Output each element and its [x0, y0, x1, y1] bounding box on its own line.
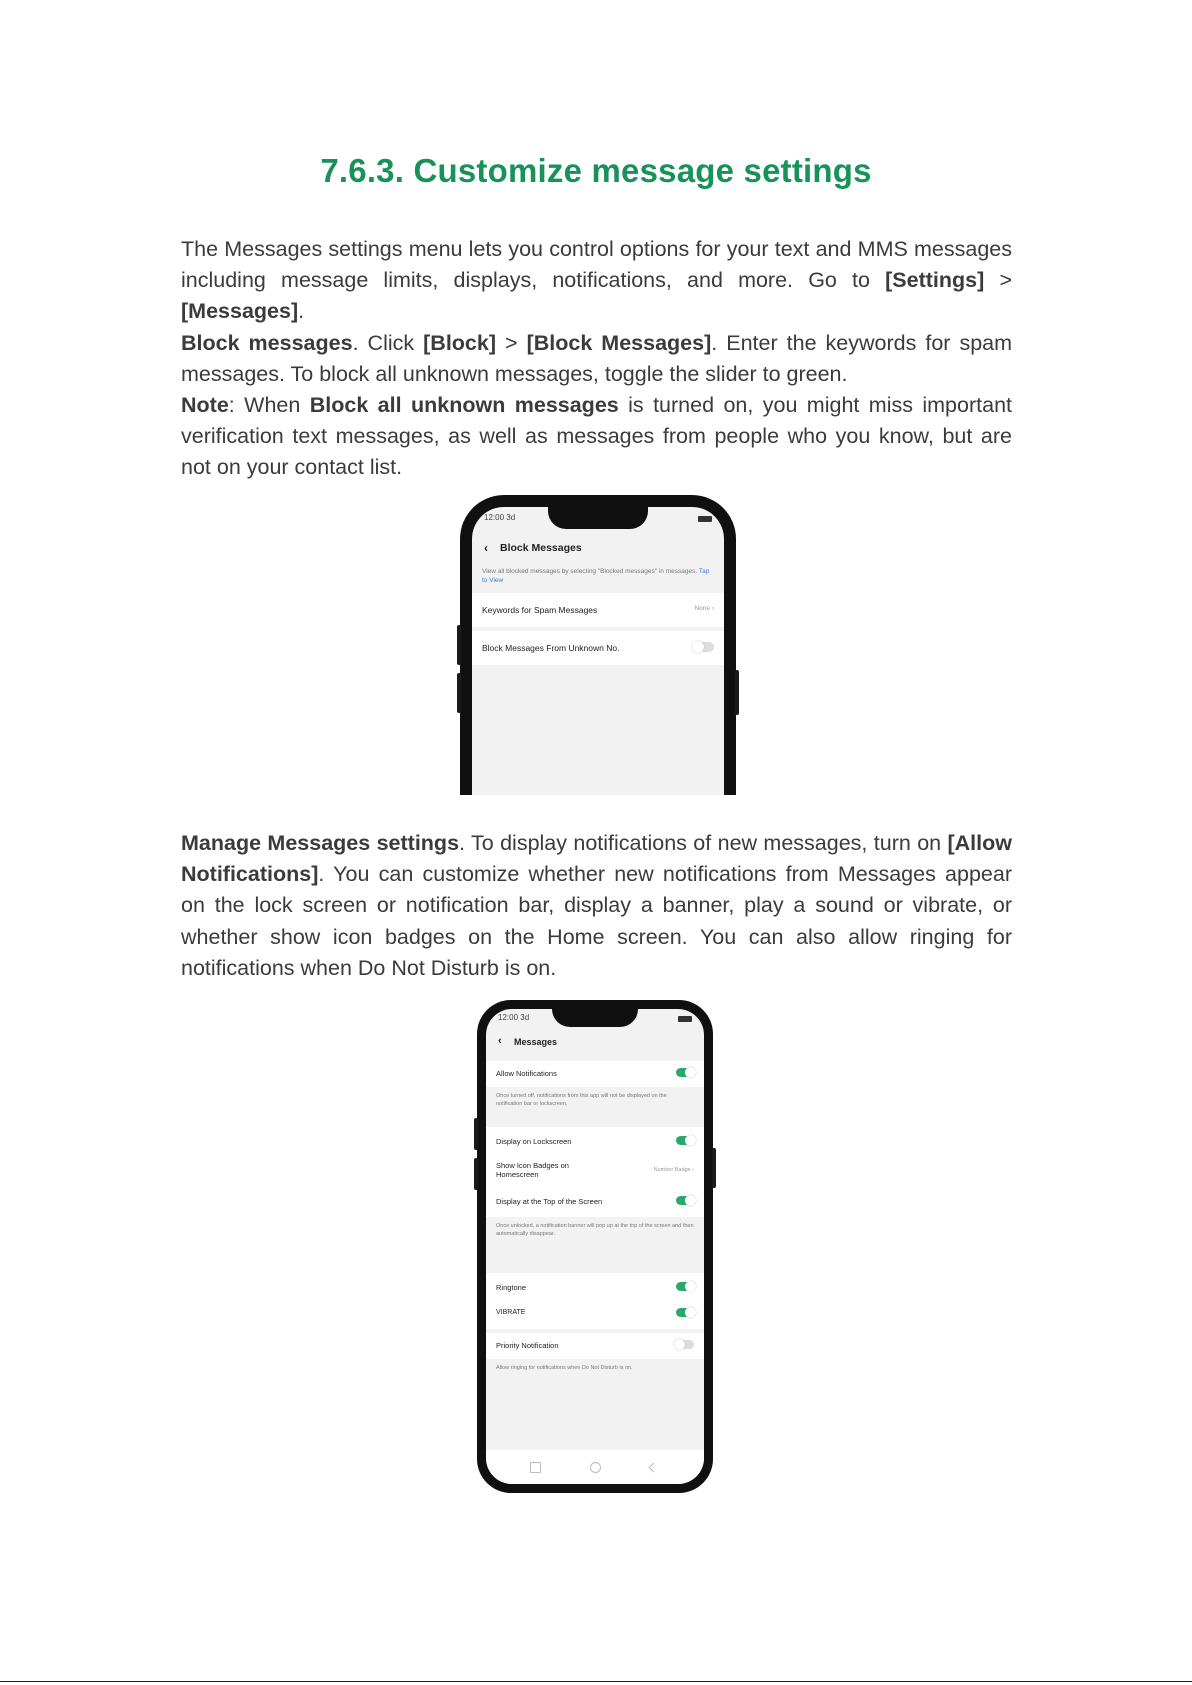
toggle-knob [685, 1067, 696, 1078]
settings-ref: [Settings] [885, 268, 985, 293]
screen-header [486, 1031, 704, 1059]
vibrate-label: VIBRATE [496, 1309, 526, 1316]
block-paragraph [181, 328, 1012, 390]
toggle-knob [685, 1195, 696, 1206]
priority-row [496, 1341, 694, 1350]
priority-card [486, 1333, 704, 1359]
home-nav-icon[interactable] [590, 1462, 601, 1473]
allow-notifications-ref: [Allow Notifications] [181, 831, 1012, 887]
battery-icon [698, 516, 712, 522]
intro-text-span: The Messages settings menu lets you control options for your text and MMS messages including message limits, displays, notifications, and more. Go to [181, 237, 1012, 293]
display-card [486, 1127, 704, 1217]
keywords-row[interactable] [482, 605, 714, 615]
separator: > [496, 330, 527, 355]
ringtone-row [496, 1283, 694, 1292]
status-bar [498, 1013, 692, 1027]
toggle-knob [685, 1307, 696, 1318]
allow-row [496, 1069, 694, 1078]
note-text: View all blocked messages by selecting "Blocked messages" in messages. [482, 568, 699, 575]
volume-button [457, 673, 461, 713]
lockscreen-label: Display on Lockscreen [496, 1137, 572, 1146]
priority-toggle[interactable] [676, 1340, 694, 1349]
lockscreen-toggle[interactable] [676, 1136, 694, 1145]
priority-note: Allow ringing for notifications when Do Not Disturb is on. [496, 1365, 633, 1371]
note-text: is turned on, you might miss important verification text messages, as well as messages from people who you know, but are not on your contact list. [181, 393, 1012, 480]
unknown-row [482, 643, 714, 653]
phone-screenshot-messages-settings [477, 1000, 713, 1493]
badges-label: Show Icon Badges on Homescreen [496, 1161, 569, 1179]
status-bar [484, 513, 712, 527]
manage-text [181, 828, 1012, 984]
allow-label: Allow Notifications [496, 1069, 557, 1078]
screen-header [472, 535, 724, 563]
note-text: : When [228, 393, 310, 418]
keywords-card [472, 593, 724, 627]
note-paragraph [181, 390, 1012, 484]
screen-title: Messages [514, 1037, 558, 1047]
badges-row[interactable] [496, 1161, 596, 1179]
block-messages-ref: [Block Messages] [526, 330, 712, 355]
allow-toggle[interactable] [676, 1068, 694, 1077]
manage-text-span: . You can customize whether new notifications from Messages appear on the lock screen or notification bar, display a banner, play a sound or vibrate, or whether show icon badges on the Home screen. You can also allow ringing for notifications when Do Not Disturb is on. [181, 862, 1012, 980]
volume-button [474, 1118, 478, 1150]
back-arrow-icon[interactable]: ‹ [484, 541, 488, 555]
block-text: . Enter the keywords for spam messages. To block all unknown messages, toggle the slider to green. [181, 330, 1013, 386]
note-label: Note [181, 393, 229, 418]
manage-paragraph [181, 828, 1012, 984]
battery-icon [678, 1016, 692, 1022]
sound-card [486, 1273, 704, 1329]
period: . [298, 299, 305, 324]
manage-heading: Manage Messages settings [181, 831, 460, 855]
footer-divider [0, 1681, 1192, 1682]
status-time: 12:00 3d [484, 513, 516, 522]
priority-label: Priority Notification [496, 1341, 559, 1350]
recents-nav-icon[interactable] [649, 1463, 659, 1473]
ringtone-toggle[interactable] [676, 1282, 694, 1291]
tap-to-view-link[interactable]: Tap to View [482, 568, 710, 584]
unknown-card [472, 631, 724, 665]
ringtone-label: Ringtone [496, 1283, 527, 1292]
phone-screen [472, 507, 724, 795]
badges-value: Number Badge › [653, 1167, 694, 1173]
power-button [735, 670, 739, 715]
top-label: Display at the Top of the Screen [496, 1197, 603, 1206]
top-toggle[interactable] [676, 1196, 694, 1205]
block-unknown-ref: Block all unknown messages [309, 393, 619, 418]
keywords-value: None › [694, 605, 714, 612]
top-row [496, 1197, 694, 1206]
unknown-toggle[interactable] [694, 642, 714, 652]
toggle-knob [685, 1281, 696, 1292]
allow-note: Once turned off, notifications from this app will not be displayed on the notification bar or lockscreen. [496, 1093, 667, 1107]
block-messages-heading: Block messages [181, 330, 353, 355]
back-arrow-icon[interactable]: ‹ [498, 1035, 502, 1047]
vibrate-toggle[interactable] [676, 1308, 694, 1317]
back-nav-icon[interactable] [530, 1462, 541, 1473]
view-blocked-note [482, 567, 714, 585]
power-button [712, 1148, 716, 1188]
lockscreen-row [496, 1137, 694, 1146]
keywords-label: Keywords for Spam Messages [482, 605, 598, 615]
section-title: 7.6.3. Customize message settings [320, 152, 872, 189]
manage-text-span: . To display notifications of new messages, turn on [459, 831, 948, 855]
keywords-value-text: None [694, 605, 711, 612]
navigation-bar [486, 1450, 704, 1484]
block-text: . Click [352, 330, 424, 355]
toggle-knob [685, 1135, 696, 1146]
messages-ref: [Messages] [181, 299, 299, 324]
intro-paragraph [181, 234, 1012, 328]
volume-button [474, 1158, 478, 1190]
block-ref: [Block] [423, 330, 497, 355]
phone-screenshot-block-messages [460, 495, 736, 795]
phone-screen [486, 1009, 704, 1484]
vibrate-row [496, 1309, 694, 1316]
separator: > [984, 268, 1013, 293]
intro-text [181, 234, 1012, 484]
allow-card [486, 1061, 704, 1087]
status-time: 12:00 3d [498, 1013, 530, 1022]
top-note: Once unlocked, a notification banner will pop up at the top of the screen and then automatically disappear. [496, 1223, 694, 1237]
unknown-label: Block Messages From Unknown No. [482, 643, 620, 653]
toggle-knob [674, 1339, 685, 1350]
screen-title: Block Messages [500, 542, 582, 554]
badges-value-text: Number Badge [653, 1167, 691, 1173]
toggle-knob [692, 641, 704, 653]
volume-button [457, 625, 461, 665]
